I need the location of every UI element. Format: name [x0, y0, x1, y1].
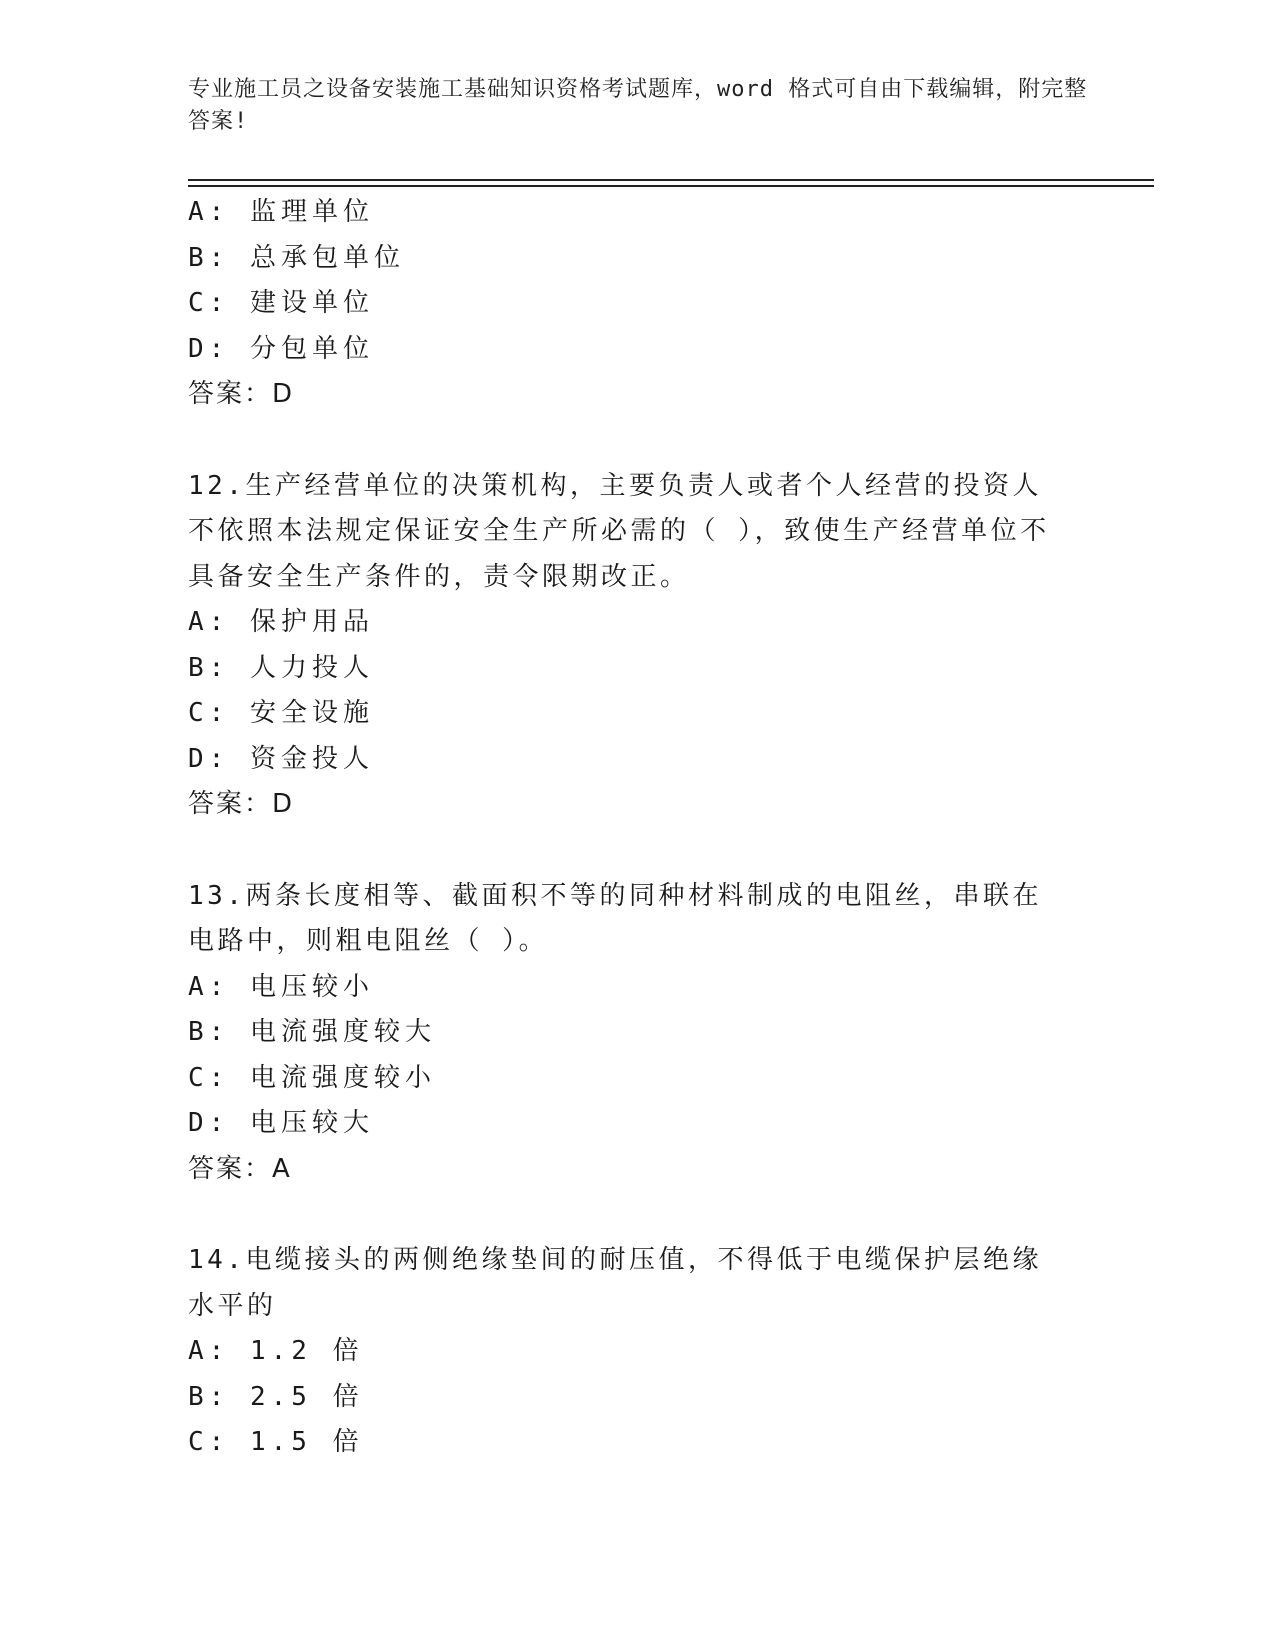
option-a: A: 保护用品 [188, 607, 374, 637]
answer-line: 答案：D [188, 379, 295, 409]
spacer [188, 1192, 1088, 1238]
question-text: 13.两条长度相等、截面积不等的同种材料制成的电阻丝，串联在电路中，则粗电阻丝（ ）。 [188, 880, 1042, 956]
spacer [188, 828, 1088, 874]
option-a: A: 1.2 倍 [188, 1336, 364, 1366]
answer-line: 答案：A [188, 1153, 292, 1184]
option-a: A: 电压较小 [188, 971, 374, 1002]
header-rule-top [188, 179, 1154, 181]
option-b: B: 2.5 倍 [188, 1381, 364, 1412]
question-list [188, 190, 1088, 1466]
option-c: C: 建设单位 [188, 288, 374, 318]
question-block-13 [188, 874, 1088, 1193]
document-header: 专业施工员之设备安装施工基础知识资格考试题库，word 格式可自由下载编辑，附完整答案! [188, 77, 1088, 134]
option-d: D: 分包单位 [188, 333, 374, 364]
option-b: B: 总承包单位 [188, 242, 405, 273]
option-d: D: 电压较大 [188, 1108, 374, 1138]
option-c: C: 电流强度较小 [188, 1062, 436, 1093]
option-b: B: 人力投人 [188, 652, 374, 683]
option-b: B: 电流强度较大 [188, 1017, 436, 1047]
question-block-14 [188, 1238, 1088, 1466]
answer-line: 答案：D [188, 789, 295, 819]
question-block-11 [188, 190, 1088, 418]
option-c: C: 安全设施 [188, 698, 374, 728]
option-d: D: 资金投人 [188, 743, 374, 774]
question-text: 14.电缆接头的两侧绝缘垫间的耐压值，不得低于电缆保护层绝缘水平的 [188, 1245, 1042, 1321]
header-rule-bottom [188, 185, 1154, 187]
spacer [188, 418, 1088, 464]
question-block-12 [188, 464, 1088, 828]
option-a: A: 监理单位 [188, 197, 374, 227]
option-c: C: 1.5 倍 [188, 1427, 364, 1457]
question-text: 12.生产经营单位的决策机构，主要负责人或者个人经营的投资人不依照本法规定保证安全生产所必需的（ ），致使生产经营单位不具备安全生产条件的，责令限期改正。 [188, 470, 1050, 592]
